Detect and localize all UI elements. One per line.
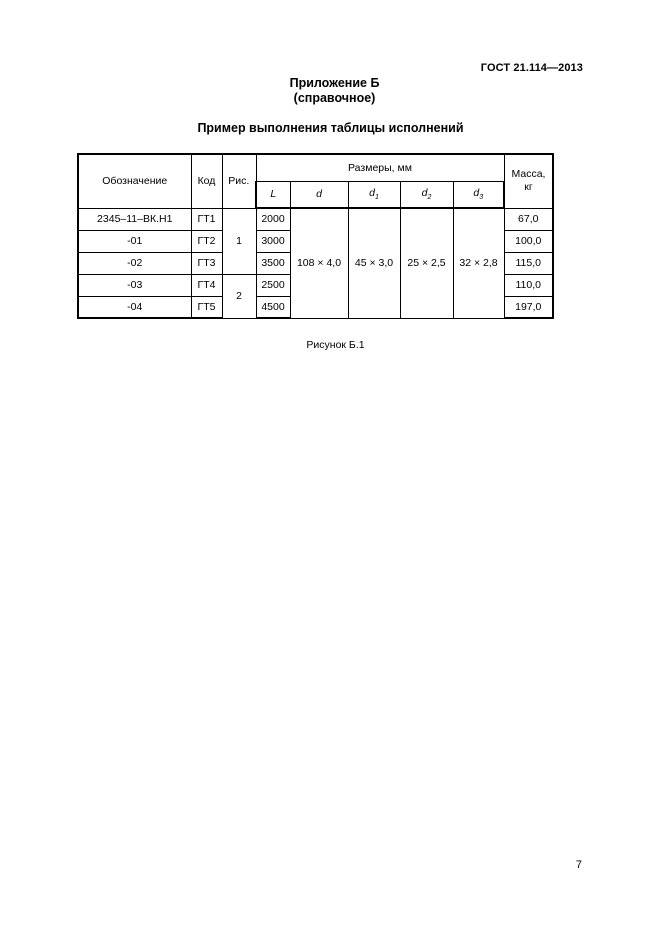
- figure-caption: [0, 339, 661, 351]
- cell-L: 3500: [256, 252, 290, 274]
- cell-designation: -04: [78, 296, 191, 318]
- header-mass-line1: Масса,: [511, 168, 546, 181]
- cell-designation: -02: [78, 252, 191, 274]
- cell-designation: -01: [78, 230, 191, 252]
- header-d3-base: d: [473, 187, 480, 200]
- cell-designation: -03: [78, 274, 191, 296]
- header-d: d: [290, 181, 348, 208]
- cell-d1: 45 × 3,0: [348, 208, 400, 318]
- cell-mass: 197,0: [504, 296, 553, 318]
- cell-code: ГТ4: [191, 274, 222, 296]
- header-d2-sub: 2: [427, 194, 432, 202]
- header-designation: Обозначение: [78, 154, 191, 208]
- cell-code: ГТ2: [191, 230, 222, 252]
- header-d1-sub: 1: [374, 194, 379, 202]
- cell-code: ГТ5: [191, 296, 222, 318]
- appendix-subtitle: (справочное): [293, 91, 376, 105]
- cell-mass: 115,0: [504, 252, 553, 274]
- page-number: 7: [575, 859, 582, 871]
- cell-L: 2000: [256, 208, 290, 230]
- cell-designation: 2345–11–ВК.Н1: [78, 208, 191, 230]
- header-figure: Рис.: [222, 154, 256, 208]
- header-d1: [348, 181, 400, 208]
- variants-table: [77, 153, 554, 319]
- header-code: Код: [191, 154, 222, 208]
- table-title: Пример выполнения таблицы исполнений: [197, 121, 464, 135]
- cell-mass: 100,0: [504, 230, 553, 252]
- appendix-title: Приложение Б: [289, 76, 380, 90]
- header-d1-base: d: [369, 187, 375, 200]
- header-L: L: [256, 181, 290, 208]
- appendix-heading: [0, 76, 661, 106]
- cell-L: 3000: [256, 230, 290, 252]
- header-d3: [453, 181, 504, 208]
- cell-figure: 1: [222, 208, 256, 274]
- cell-L: 4500: [256, 296, 290, 318]
- header-d2-base: d: [421, 187, 428, 200]
- cell-figure: 2: [222, 274, 256, 318]
- cell-code: ГТ1: [191, 208, 222, 230]
- table-row: [78, 208, 553, 230]
- header-dimensions: Размеры, мм: [256, 154, 504, 181]
- header-d3-sub: 3: [479, 194, 484, 202]
- header-mass-line2: кг: [524, 181, 533, 194]
- figure-caption-text: Рисунок Б.1: [306, 339, 365, 351]
- cell-L: 2500: [256, 274, 290, 296]
- cell-mass: 67,0: [504, 208, 553, 230]
- header-mass: [504, 154, 553, 208]
- cell-d3: 32 × 2,8: [453, 208, 504, 318]
- cell-mass: 110,0: [504, 274, 553, 296]
- cell-d2: 25 × 2,5: [400, 208, 453, 318]
- standard-code: ГОСТ 21.114—2013: [480, 62, 583, 74]
- cell-code: ГТ3: [191, 252, 222, 274]
- header-d2: [400, 181, 453, 208]
- cell-d: 108 × 4,0: [290, 208, 348, 318]
